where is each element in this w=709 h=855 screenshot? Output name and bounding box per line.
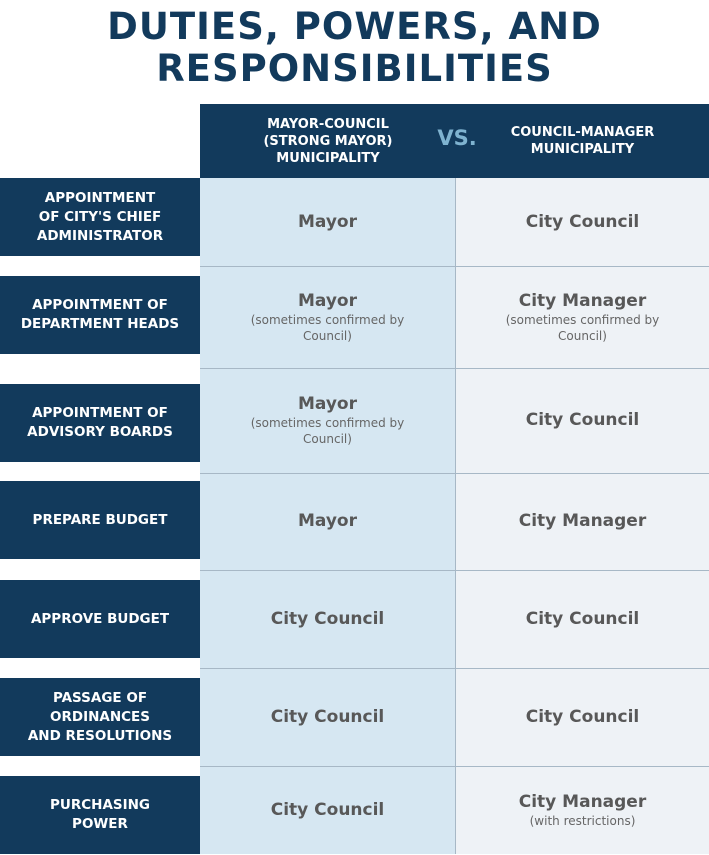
row-label (0, 678, 200, 756)
row-label (0, 178, 200, 256)
row-label-line: POWER (72, 816, 128, 832)
row-label-line: PURCHASING (49, 797, 151, 813)
row-label-line: DEPARTMENT HEADS (20, 316, 180, 332)
row-label-line: ORDINANCES (50, 708, 150, 725)
mayor-council-cell (200, 368, 455, 473)
council-manager-cell (456, 668, 709, 766)
council-manager-cell (456, 473, 709, 570)
page-title (0, 6, 709, 90)
cell-main-text: City Manager (518, 792, 647, 812)
cell-main-text: City Council (525, 410, 640, 430)
row-label-line: APPOINTMENT OF (32, 297, 168, 313)
cell-main-text: City Council (270, 706, 385, 727)
council-manager-header-line-1: COUNCIL-MANAGER (510, 125, 655, 140)
column-header-band (200, 104, 709, 178)
row-label-line: PASSAGE OF (52, 689, 148, 706)
row-label-line: ADMINISTRATOR (36, 227, 164, 244)
row-label-line: PREPARE BUDGET (32, 511, 168, 528)
mayor-council-cell (200, 570, 455, 668)
mayor-council-cell (200, 266, 455, 368)
cell-note-text: (sometimes confirmed by Council) (250, 416, 405, 446)
cell-main-text: Mayor (297, 211, 357, 232)
cell-main-text: City Council (270, 608, 385, 629)
row-label-line: APPOINTMENT (44, 189, 156, 206)
mayor-council-cell (200, 766, 455, 855)
mayor-council-column-header (200, 104, 456, 178)
row-label-line: AND RESOLUTIONS (27, 727, 173, 744)
council-manager-cell (456, 178, 709, 266)
cell-main-text: City Council (525, 706, 640, 727)
council-manager-cell (456, 570, 709, 668)
cell-main-text: City Council (270, 800, 385, 820)
mayor-council-cell (200, 473, 455, 570)
cell-main-text: City Council (525, 608, 640, 629)
council-manager-header-line-2: MUNICIPALITY (530, 142, 635, 157)
versus-label: VS. (437, 126, 477, 150)
council-manager-cell (456, 766, 709, 855)
row-label (0, 384, 200, 462)
title-line-2: RESPONSIBILITIES (156, 47, 553, 90)
row-label-line: OF CITY'S CHIEF (38, 208, 162, 225)
row-label (0, 276, 200, 354)
council-manager-cell (456, 368, 709, 473)
mayor-council-cell (200, 178, 455, 266)
council-manager-cell (456, 266, 709, 368)
mayor-council-cell (200, 668, 455, 766)
cell-main-text: City Manager (518, 511, 647, 531)
mayor-council-header-line-3: MUNICIPALITY (276, 150, 380, 166)
row-label-line: ADVISORY BOARDS (27, 424, 173, 440)
mayor-council-header-line-2: (STRONG MAYOR) (263, 133, 393, 149)
cell-main-text: Mayor (297, 394, 357, 414)
mayor-council-header-line-1: MAYOR-COUNCIL (267, 116, 389, 132)
row-label (0, 481, 200, 559)
cell-note-text: (with restrictions) (529, 814, 636, 828)
title-line-1: DUTIES, POWERS, AND (107, 5, 602, 48)
cell-main-text: City Manager (518, 290, 647, 311)
cell-note-text: (sometimes confirmed by Council) (505, 312, 660, 343)
row-label-line: APPOINTMENT OF (32, 405, 168, 421)
cell-main-text: Mayor (297, 511, 357, 531)
cell-note-text: (sometimes confirmed by Council) (250, 312, 405, 343)
row-label-line: APPROVE BUDGET (30, 610, 170, 627)
cell-main-text: City Council (525, 211, 640, 232)
row-label (0, 580, 200, 658)
row-label (0, 776, 200, 854)
council-manager-column-header (456, 104, 709, 178)
cell-main-text: Mayor (297, 290, 357, 311)
